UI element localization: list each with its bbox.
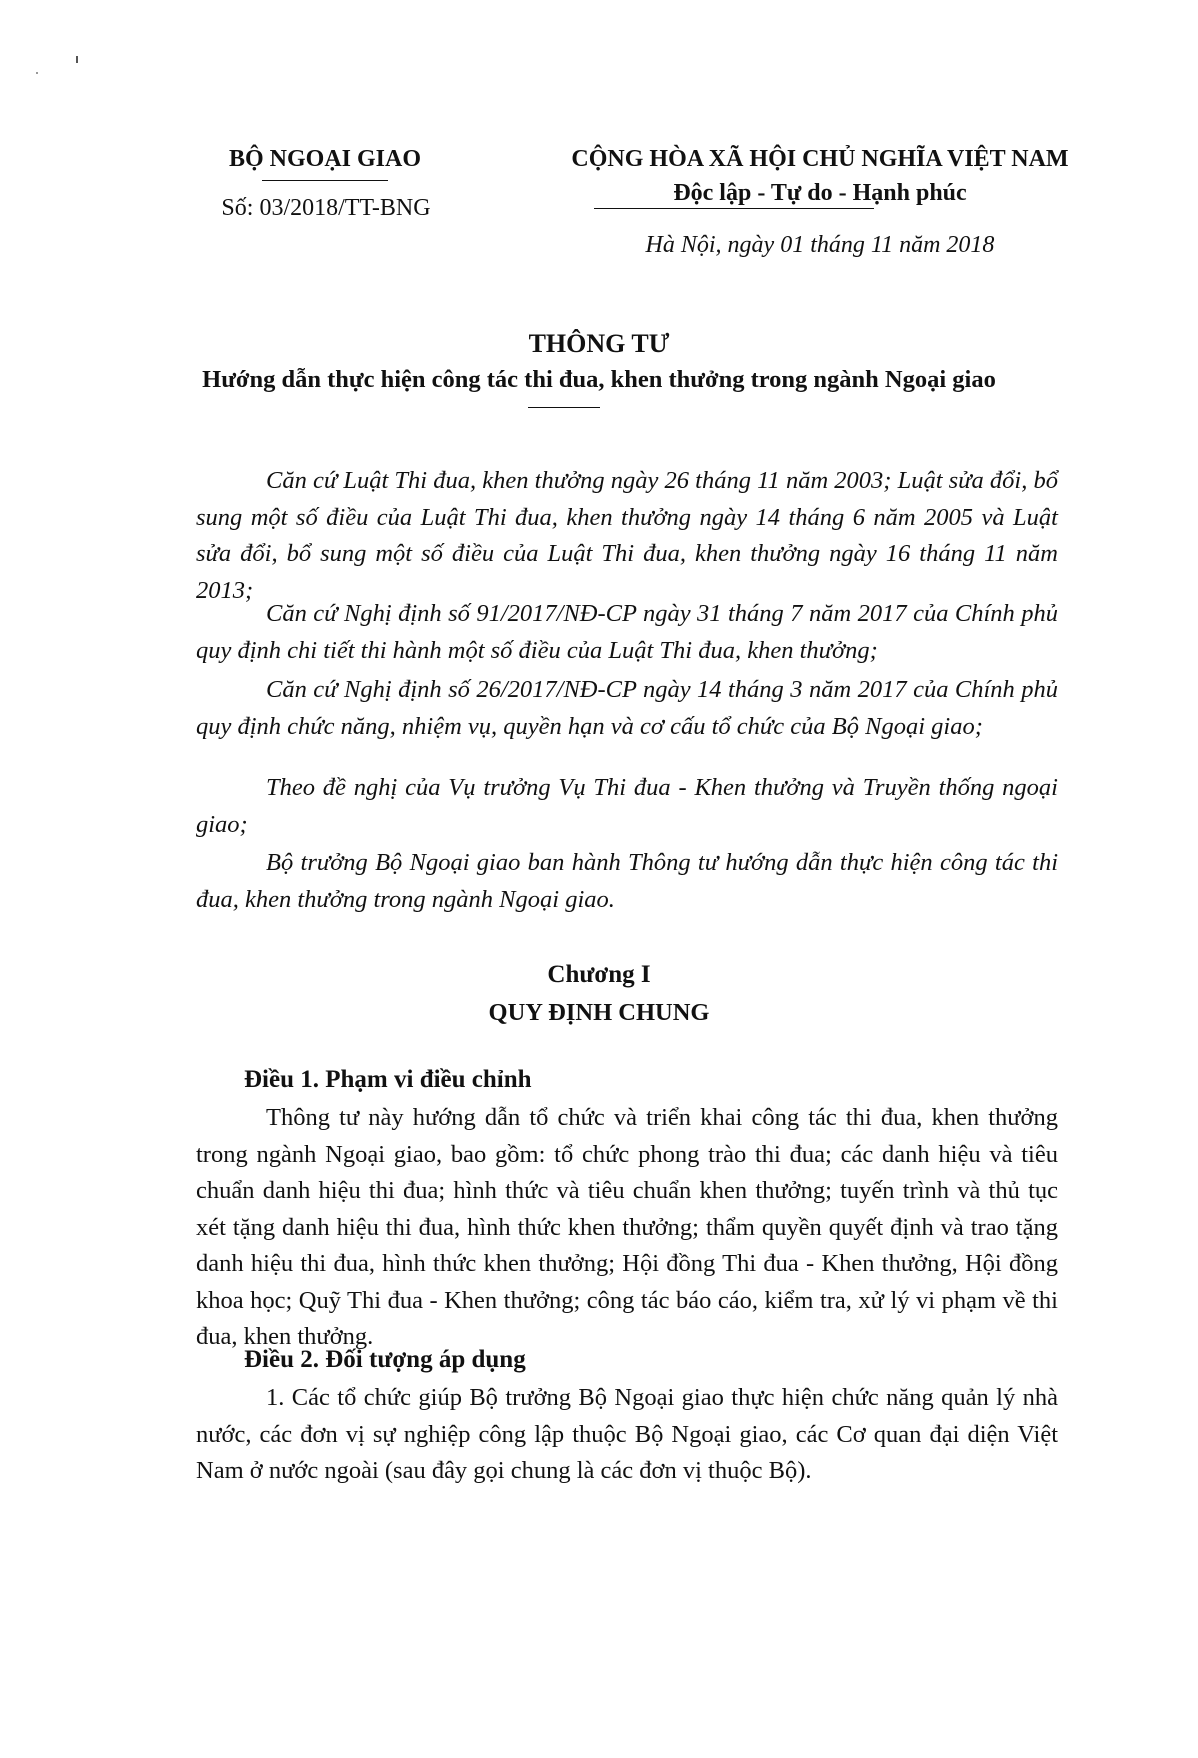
article-1-body: Thông tư này hướng dẫn tổ chức và triển khai công tác thi đua, khen thưởng trong ngành Ngoại giao, bao gồm: tổ chức phong trào thi đua; các danh hiệu và tiêu chuẩn danh hiệu thi đua; hình thức và tiêu chuẩn khen thưởng; tuyến trình và thủ tục xét tặng danh hiệu thi đua, hình thức khen thưởng; thẩm quyền quyết định và trao tặng danh hiệu thi đua, hình thức khen thưởng; Hội đồng Thi đua - Khen thưởng, Hội đồng khoa học; Quỹ Thi đua - Khen thưởng; công tác báo cáo, kiểm tra, xử lý vi phạm về thi đua, khen thưởng.	[196, 1104, 1058, 1350]
preamble-paragraph-2: Căn cứ Nghị định số 91/2017/NĐ-CP ngày 31 tháng 7 năm 2017 của Chính phủ quy định chi tiết thi hành một số điều của Luật Thi đua, khen thưởng;	[196, 600, 1058, 664]
country-name: CỘNG HÒA XÃ HỘI CHỦ NGHĨA VIỆT NAM	[571, 146, 1069, 172]
preamble-paragraph-4: Theo đề nghị của Vụ trưởng Vụ Thi đua - Khen thưởng và Truyền thống ngoại giao;	[196, 774, 1058, 838]
chapter-name: QUY ĐỊNH CHUNG	[488, 999, 710, 1026]
document-subject: Hướng dẫn thực hiện công tác thi đua, khen thưởng trong ngành Ngoại giao	[202, 366, 996, 393]
document-number: Số: 03/2018/TT-BNG	[221, 195, 431, 221]
scan-speck	[36, 72, 38, 74]
agency-name: BỘ NGOẠI GIAO	[228, 146, 422, 172]
article-1-heading: Điều 1. Phạm vi điều chỉnh	[244, 1066, 532, 1093]
agency-underline	[262, 180, 388, 181]
preamble-paragraph-3: Căn cứ Nghị định số 26/2017/NĐ-CP ngày 14 tháng 3 năm 2017 của Chính phủ quy định chức năng, nhiệm vụ, quyền hạn và cơ cấu tổ chức của Bộ Ngoại giao;	[196, 676, 1058, 740]
document-type: THÔNG TƯ	[528, 329, 670, 358]
article-2-item-1: 1. Các tổ chức giúp Bộ trưởng Bộ Ngoại giao thực hiện chức năng quản lý nhà nước, các đơn vị sự nghiệp công lập thuộc Bộ Ngoại giao, các Cơ quan đại diện Việt Nam ở nước ngoài (sau đây gọi chung là các đơn vị thuộc Bộ).	[196, 1384, 1058, 1484]
preamble-paragraph-1: Căn cứ Luật Thi đua, khen thưởng ngày 26 tháng 11 năm 2003; Luật sửa đổi, bổ sung một số điều của Luật Thi đua, khen thưởng ngày 14 tháng 6 năm 2005 và Luật sửa đổi, bổ sung một số điều của Luật Thi đua, khen thưởng ngày 16 tháng 11 năm 2013;	[196, 467, 1058, 604]
national-motto: Độc lập - Tự do - Hạnh phúc	[673, 180, 967, 206]
title-underline	[528, 407, 600, 408]
preamble-paragraph-5: Bộ trưởng Bộ Ngoại giao ban hành Thông tư hướng dẫn thực hiện công tác thi đua, khen thưởng trong ngành Ngoại giao.	[196, 849, 1058, 913]
article-2-heading: Điều 2. Đối tượng áp dụng	[244, 1346, 526, 1373]
header-right	[540, 142, 1100, 210]
motto-underline	[594, 208, 874, 209]
document-title-block	[0, 326, 1198, 398]
header-left	[200, 142, 450, 176]
chapter-number: Chương I	[547, 961, 651, 988]
place-date: Hà Nội, ngày 01 tháng 11 năm 2018	[645, 232, 995, 258]
scan-speck	[76, 56, 78, 63]
